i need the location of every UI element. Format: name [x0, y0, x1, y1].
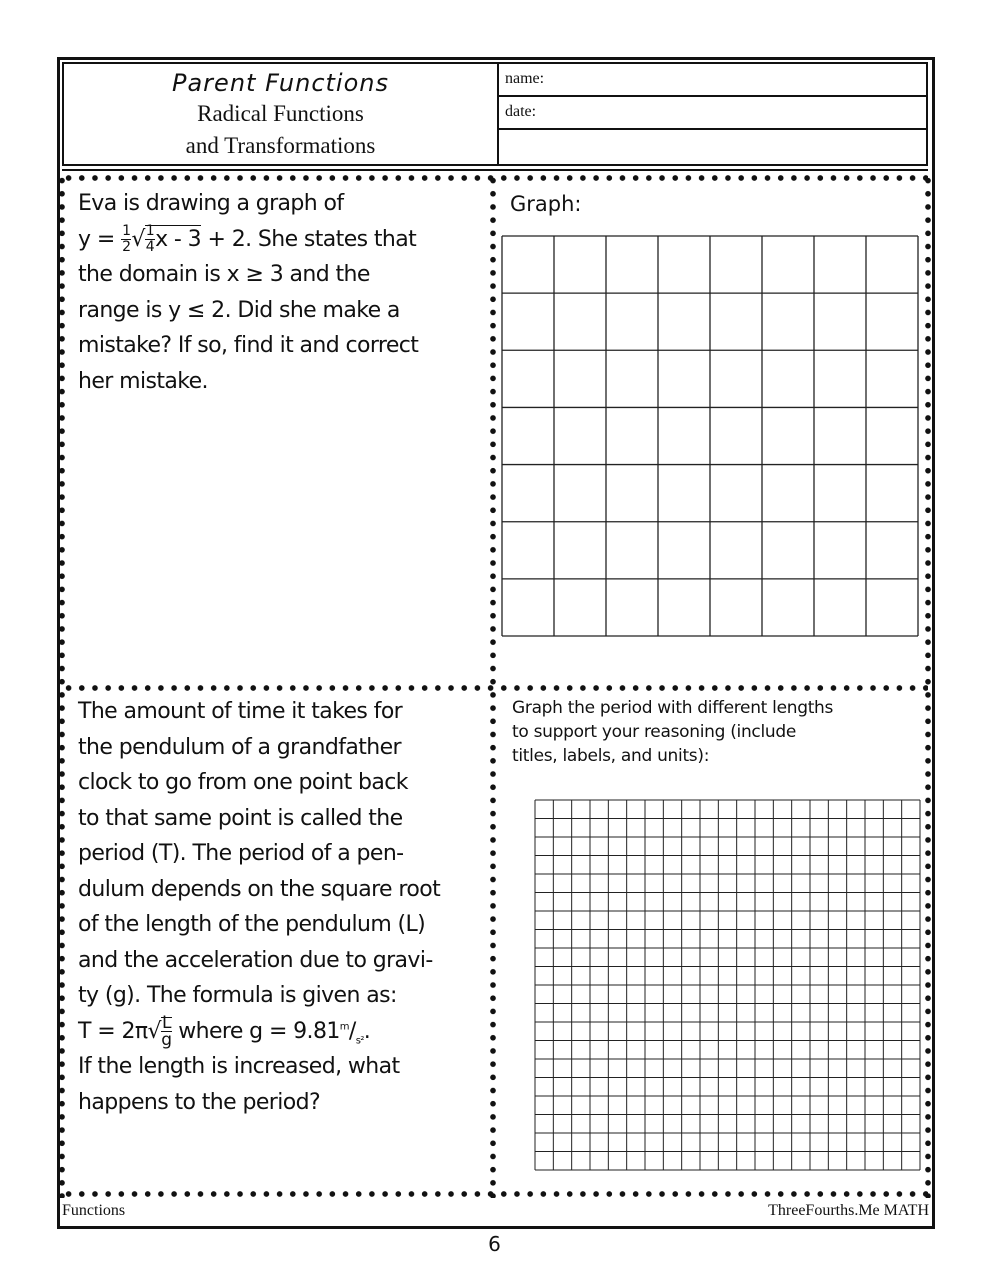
name-field[interactable]: [497, 64, 926, 97]
student-fields: [497, 64, 926, 164]
footer-left: Functions: [62, 1202, 126, 1219]
blank-field[interactable]: [497, 130, 926, 163]
dotted-border-right: [924, 174, 932, 1198]
num: L: [161, 1013, 171, 1033]
date-label: date:: [505, 103, 537, 120]
fine-graph-grid[interactable]: [534, 799, 922, 1172]
coarse-graph-grid[interactable]: [501, 235, 920, 638]
date-field[interactable]: [497, 97, 926, 130]
den: 4: [145, 239, 155, 255]
unit-den: s²: [355, 1034, 364, 1046]
q2-line: ty (g). The formula is given as:: [78, 983, 397, 1008]
q2-line: The amount of time it takes for: [78, 699, 403, 724]
radicand-text: x - 3: [155, 226, 202, 252]
eq-tail: + 2. She states that: [207, 226, 417, 252]
q1-line: Eva is drawing a graph of: [78, 191, 344, 216]
question-1: [78, 186, 486, 399]
header-divider: [62, 169, 928, 171]
dotted-divider-vertical: [489, 174, 497, 1198]
q2-line: of the length of the pendulum (L): [78, 912, 426, 937]
q2-line: If the length is increased, what: [78, 1054, 400, 1079]
formula-where: where g = 9.81: [178, 1018, 340, 1044]
instruction-line: Graph the period with different lengths: [512, 698, 834, 718]
fraction-l-over-g: [161, 1015, 172, 1048]
fraction-half: [121, 224, 131, 255]
worksheet-title: Parent Functions: [172, 69, 389, 97]
den: g: [161, 1030, 172, 1050]
fraction-quarter: [145, 224, 155, 255]
sqrt-icon: √: [147, 1018, 161, 1044]
graph-label: Graph:: [510, 192, 582, 216]
radicand: [145, 223, 202, 255]
q1-equation: [78, 222, 486, 258]
unit-num: m: [339, 1021, 349, 1033]
q1-line: the domain is x ≥ 3 and the: [78, 262, 370, 287]
header: [62, 62, 928, 166]
subtitle-line1: Radical Functions: [197, 101, 364, 126]
sqrt-icon: √: [131, 226, 145, 252]
graph-instructions: [512, 696, 833, 768]
subtitle-line2: and Transformations: [185, 133, 376, 158]
page-number: 6: [488, 1232, 501, 1256]
radicand: [161, 1013, 172, 1050]
instruction-line: to support your reasoning (include: [512, 722, 797, 742]
num: 1: [122, 223, 131, 239]
name-label: name:: [505, 70, 545, 87]
eq-y: y =: [78, 226, 115, 252]
formula-t: T = 2π: [78, 1018, 148, 1044]
q1-line: range is y ≤ 2. Did she make a: [78, 297, 400, 323]
q2-line: and the acceleration due to gravi-: [78, 947, 433, 973]
num: 1: [145, 223, 155, 239]
q2-line: the pendulum of a grandfather: [78, 734, 401, 760]
q1-line: her mistake.: [78, 368, 208, 394]
q2-line: period (T). The period of a pen-: [78, 841, 404, 866]
question-2: [78, 694, 486, 1120]
dotted-border-left: [58, 174, 66, 1198]
q2-line: clock to go from one point back: [78, 770, 408, 795]
q2-line: to that same point is called the: [78, 805, 403, 831]
den: 2: [122, 239, 131, 255]
instruction-line: titles, labels, and units):: [512, 746, 710, 766]
footer-right: ThreeFourths.Me MATH: [768, 1202, 929, 1219]
q2-line: dulum depends on the square root: [78, 876, 441, 902]
q1-line: mistake? If so, find it and correct: [78, 333, 419, 358]
pendulum-formula: T = 2π√ $\frac{L}{g}$ where $g = 9.81^m/_{s^2}$.: [78, 1013, 371, 1050]
title-box: [64, 64, 499, 164]
q2-line: happens to the period?: [78, 1089, 321, 1115]
